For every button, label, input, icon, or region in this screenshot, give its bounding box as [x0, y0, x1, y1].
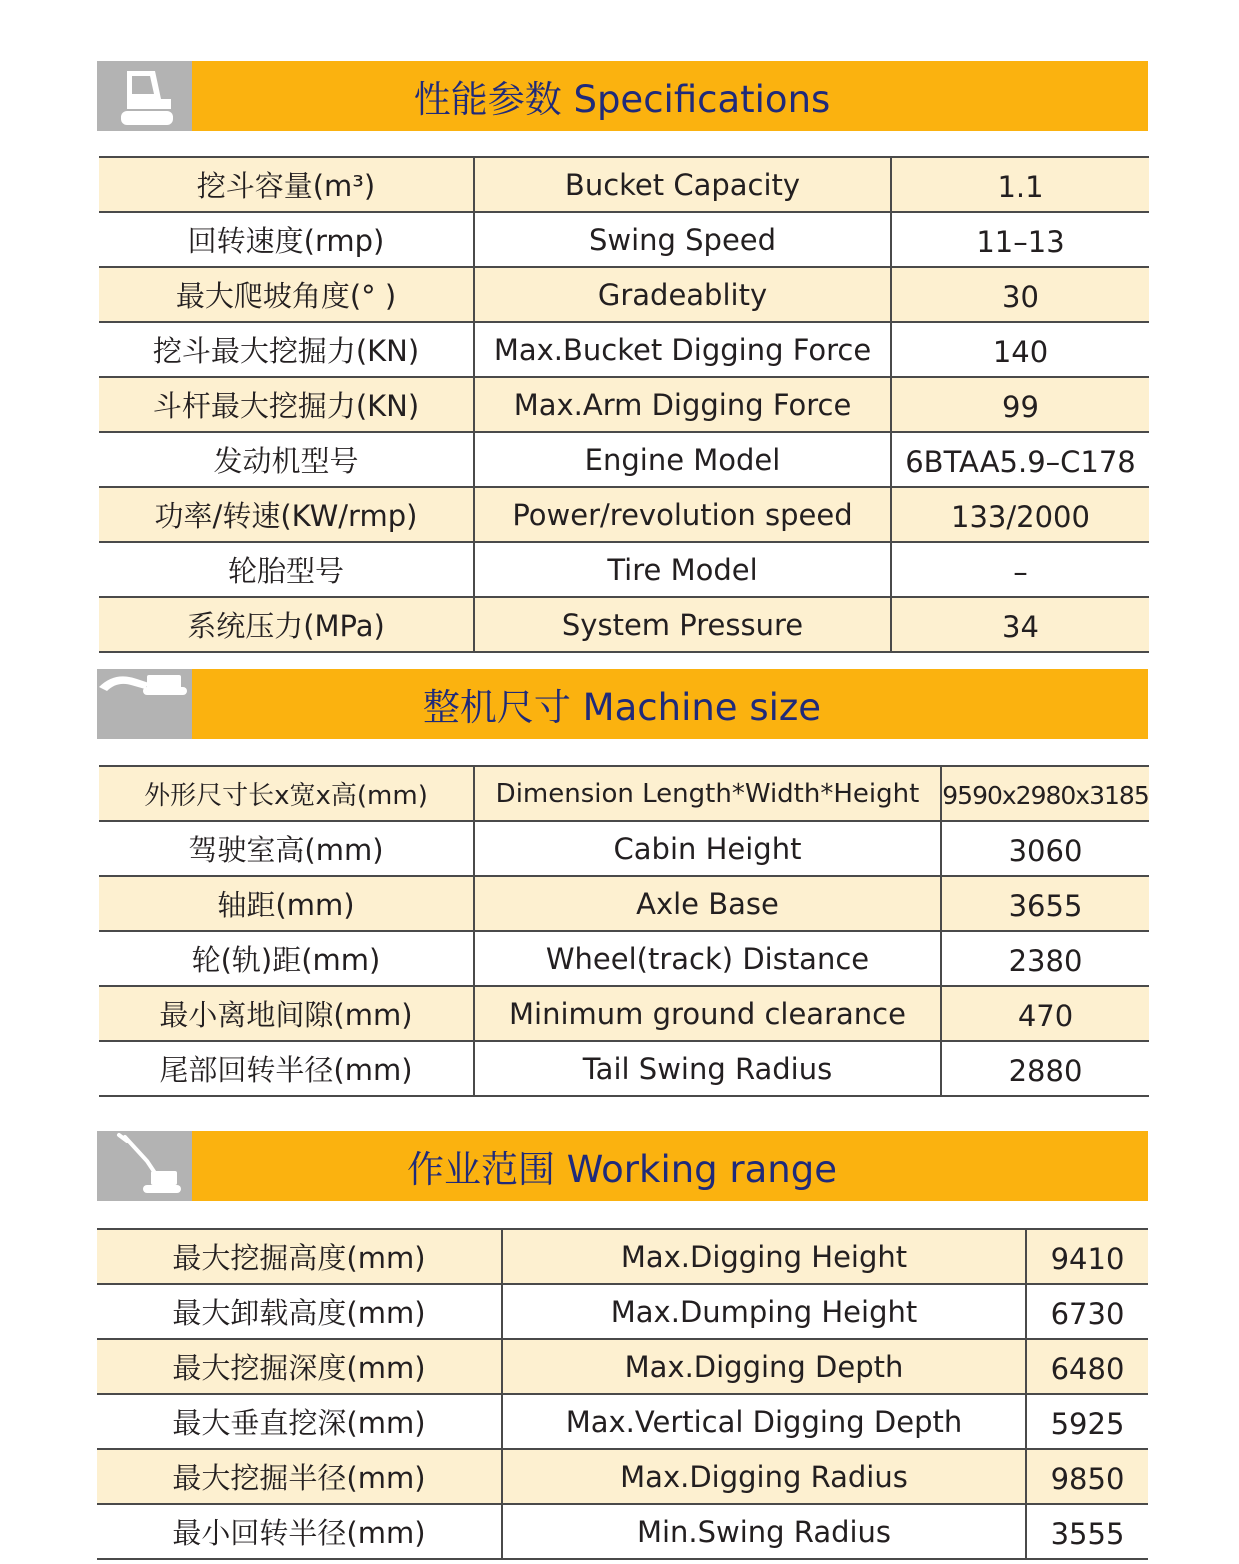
row-label-en: System Pressure [474, 597, 891, 652]
table-row [99, 432, 1149, 487]
row-label-cn: 轴距(mm) [99, 876, 474, 931]
row-label-en: Max.Digging Radius [502, 1449, 1026, 1504]
row-label-en: Max.Bucket Digging Force [474, 322, 891, 377]
specifications-header-bar [192, 61, 1148, 131]
row-label-cn: 功率/转速(KW/rmp) [99, 487, 474, 542]
working-range-header-bar [192, 1131, 1148, 1201]
row-label-en: Max.Digging Depth [502, 1339, 1026, 1394]
machine-size-header [97, 669, 1148, 739]
row-value: 470 [941, 986, 1149, 1041]
row-value: 99 [891, 377, 1149, 432]
row-label-cn: 回转速度(rmp) [99, 212, 474, 267]
excavator-cab-icon [97, 61, 192, 131]
row-label-cn: 挖斗最大挖掘力(KN) [99, 322, 474, 377]
row-value: 2380 [1008, 943, 1083, 978]
table-row [99, 542, 1149, 597]
row-label-cn: 轮(轨)距(mm) [99, 931, 474, 986]
row-value: 133/2000 [891, 487, 1149, 542]
specifications-title: 性能参数 Specifications [413, 78, 831, 121]
row-value: 2880 [1008, 1053, 1083, 1088]
machine-size-title: 整机尺寸 Machine size [422, 686, 822, 729]
row-label-cn: 发动机型号 [99, 432, 474, 487]
row-value: 3060 [1008, 833, 1083, 868]
row-value: 5925 [1050, 1406, 1125, 1441]
row-value: 9590x2980x3185 [941, 766, 1149, 821]
row-label-en: Max.Arm Digging Force [474, 377, 891, 432]
table-row [99, 157, 1149, 212]
table-row [99, 597, 1149, 652]
row-label-en: Max.Digging Height [502, 1229, 1026, 1284]
row-label-cn: 最大挖掘半径(mm) [97, 1449, 502, 1504]
row-value: 34 [891, 597, 1149, 652]
row-label-en: Axle Base [474, 876, 941, 931]
row-value: 140 [992, 334, 1049, 369]
table-row [97, 1339, 1148, 1394]
table-row [99, 821, 1149, 876]
row-label-en: Tail Swing Radius [474, 1041, 941, 1096]
row-label-en: Power/revolution speed [474, 487, 891, 542]
row-value: 9850 [1026, 1449, 1148, 1504]
row-label-en: Bucket Capacity [474, 157, 891, 212]
specifications-header [97, 61, 1148, 131]
row-label-cn: 斗杆最大挖掘力(KN) [99, 377, 474, 432]
row-label-cn: 最大垂直挖深(mm) [97, 1394, 502, 1449]
table-row [97, 1394, 1148, 1449]
row-label-cn: 最大挖掘深度(mm) [97, 1339, 502, 1394]
machine-size-icon-box [97, 669, 192, 739]
row-label-cn: 外形尺寸长x宽x高(mm) [99, 766, 474, 821]
row-label-cn: 最大挖掘高度(mm) [97, 1229, 502, 1284]
table-row [99, 876, 1149, 931]
row-label-en: Dimension Length*Width*Height [474, 766, 941, 821]
row-label-en: Max.Vertical Digging Depth [502, 1394, 1026, 1449]
row-label-en: Gradeablity [474, 267, 891, 322]
row-value: 9410 [1026, 1229, 1148, 1284]
table-row [99, 931, 1149, 986]
row-label-en: Wheel(track) Distance [474, 931, 941, 986]
table-row [99, 766, 1149, 821]
row-label-cn: 驾驶室高(mm) [99, 821, 474, 876]
row-value: – [1013, 554, 1028, 589]
row-value: 1.1 [891, 157, 1149, 212]
specifications-table [99, 156, 1149, 653]
row-value: 6BTAA5.9–C178 [905, 444, 1136, 479]
table-row [99, 487, 1149, 542]
table-row [99, 212, 1149, 267]
table-row [97, 1504, 1148, 1559]
row-value: 11–13 [976, 224, 1065, 259]
row-label-en: Cabin Height [474, 821, 941, 876]
row-label-en: Min.Swing Radius [502, 1504, 1026, 1559]
machine-size-header-bar [192, 669, 1148, 739]
table-row [99, 322, 1149, 377]
row-label-en: Swing Speed [474, 212, 891, 267]
table-row [97, 1229, 1148, 1284]
row-value: 6730 [1050, 1296, 1125, 1331]
row-value: 3655 [941, 876, 1149, 931]
working-range-icon-box [97, 1131, 192, 1201]
table-row [97, 1284, 1148, 1339]
row-label-cn: 尾部回转半径(mm) [99, 1041, 474, 1096]
row-label-cn: 最大卸载高度(mm) [97, 1284, 502, 1339]
row-value: 6480 [1026, 1339, 1148, 1394]
row-value: 3555 [1050, 1516, 1125, 1551]
row-label-cn: 系统压力(MPa) [99, 597, 474, 652]
row-label-cn: 挖斗容量(m³) [99, 157, 474, 212]
row-label-en: Tire Model [474, 542, 891, 597]
row-label-en: Minimum ground clearance [474, 986, 941, 1041]
table-row [99, 1041, 1149, 1096]
excavator-side-icon [97, 669, 192, 739]
row-label-cn: 轮胎型号 [99, 542, 474, 597]
working-range-header [97, 1131, 1148, 1201]
excavator-arm-raised-icon [97, 1131, 192, 1201]
row-label-en: Engine Model [474, 432, 891, 487]
table-row [99, 377, 1149, 432]
working-range-table [97, 1228, 1148, 1560]
table-row [99, 267, 1149, 322]
row-value: 30 [891, 267, 1149, 322]
machine-size-table [99, 765, 1149, 1097]
row-label-cn: 最大爬坡角度(° ) [99, 267, 474, 322]
row-label-cn: 最小回转半径(mm) [97, 1504, 502, 1559]
table-row [99, 986, 1149, 1041]
table-row [97, 1449, 1148, 1504]
specifications-icon-box [97, 61, 192, 131]
row-label-cn: 最小离地间隙(mm) [99, 986, 474, 1041]
row-label-en: Max.Dumping Height [502, 1284, 1026, 1339]
working-range-title: 作业范围 Working range [406, 1148, 838, 1191]
